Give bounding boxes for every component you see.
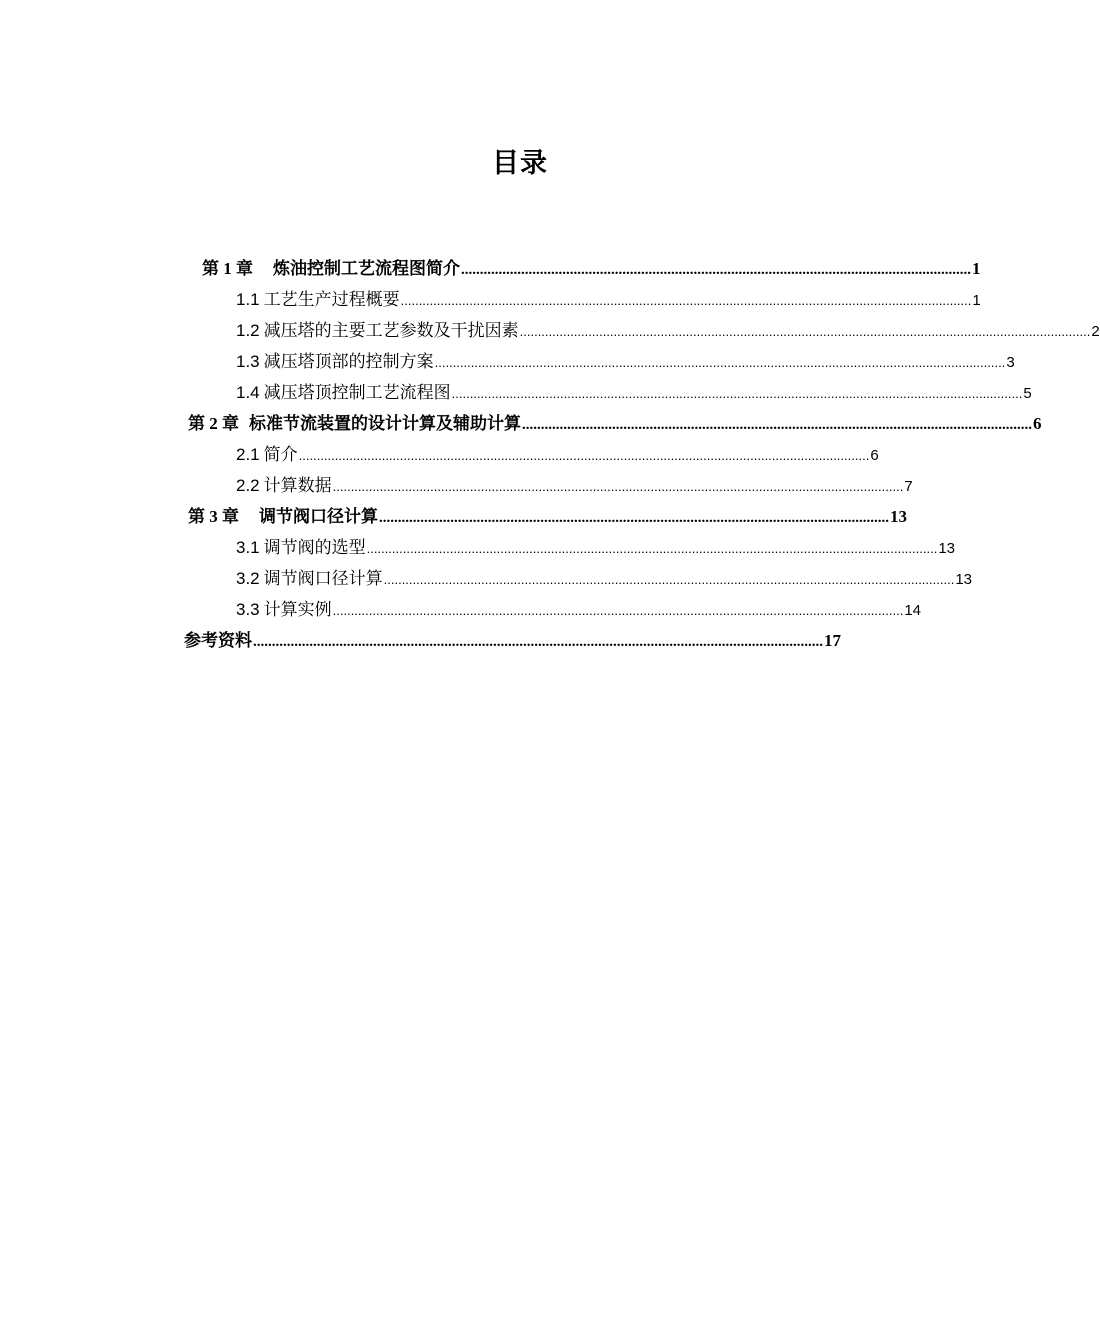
toc-entry-page: 13: [890, 507, 907, 526]
toc-entry-section-1-2[interactable]: [236, 315, 1100, 346]
toc-entry-number: 3.3: [236, 600, 260, 619]
toc-leader-dots: ..............................................................................................................................................................: [383, 572, 955, 587]
toc-entry-text: 调节阀口径计算: [263, 569, 383, 589]
toc-entry-page: 17: [824, 631, 841, 650]
toc-leader-dots: ..............................................................................................................................................................: [519, 324, 1091, 339]
toc-entry-text: 调节阀的选型: [263, 538, 366, 558]
toc-entry-number: 第 3 章: [188, 507, 239, 526]
toc-entry-page: 13: [938, 540, 955, 557]
toc-entry-number: 3.2: [236, 569, 260, 588]
toc-entry-text: 减压塔顶控制工艺流程图: [263, 383, 451, 403]
toc-entry-page: 14: [904, 602, 921, 619]
toc-leader-dots: ........................................................................................................................................: [522, 417, 1032, 433]
toc-entry-text: 减压塔顶部的控制方案: [263, 352, 434, 372]
toc-entry-text: 调节阀口径计算: [259, 507, 378, 527]
toc-leader-dots: ........................................................................................................................................: [379, 510, 889, 526]
toc-entry-chapter-3[interactable]: [188, 501, 907, 532]
toc-leader-dots: ..............................................................................................................................................................: [451, 386, 1023, 401]
toc-entry-number: 1.1: [236, 290, 260, 309]
toc-leader-dots: ........................................................................................................................................: [461, 262, 971, 278]
toc-entry-number: 2.2: [236, 476, 260, 495]
toc-title: 目录: [492, 148, 548, 179]
toc-entry-chapter-1[interactable]: [202, 253, 981, 284]
toc-entry-page: 6: [1033, 414, 1042, 433]
toc-entry-number: 3.1: [236, 538, 260, 557]
toc-entry-text: 计算实例: [263, 600, 332, 620]
toc-entry-number: 第 2 章: [188, 414, 239, 433]
toc-entry-page: 2: [1091, 323, 1100, 340]
toc-entry-section-2-1[interactable]: [236, 439, 879, 470]
toc-entry-page: 3: [1006, 354, 1015, 371]
toc-leader-dots: ..............................................................................................................................................................: [332, 479, 904, 494]
toc-entry-section-2-2[interactable]: [236, 470, 913, 501]
toc-entry-text: 参考资料: [184, 631, 252, 651]
toc-entry-page: 6: [870, 447, 879, 464]
toc-entry-page: 13: [955, 571, 972, 588]
toc-leader-dots: ..............................................................................................................................................................: [298, 448, 870, 463]
toc-entry-section-3-2[interactable]: [236, 563, 972, 594]
toc-entry-page: 5: [1023, 385, 1032, 402]
toc-entry-page: 7: [904, 478, 913, 495]
toc-entry-text: 标准节流装置的设计计算及辅助计算: [249, 414, 521, 434]
toc-entry-text: 简介: [263, 445, 298, 465]
toc-entry-text: 减压塔的主要工艺参数及干扰因素: [263, 321, 519, 341]
toc-leader-dots: ..............................................................................................................................................................: [332, 603, 904, 618]
toc-entry-chapter-2[interactable]: [188, 408, 1042, 439]
toc-entry-text: 工艺生产过程概要: [263, 290, 400, 310]
toc-entry-number: 1.4: [236, 383, 260, 402]
toc-entry-text: 计算数据: [263, 476, 332, 496]
toc-leader-dots: ........................................................................................................................................................: [253, 634, 823, 650]
toc-entry-section-1-1[interactable]: [236, 284, 981, 315]
toc-entry-number: 2.1: [236, 445, 260, 464]
toc-leader-dots: ..............................................................................................................................................................: [400, 293, 972, 308]
toc-entry-number: 1.3: [236, 352, 260, 371]
toc-entry-number: 第 1 章: [202, 259, 253, 278]
toc-leader-dots: ..............................................................................................................................................................: [434, 355, 1006, 370]
toc-entry-page: 1: [972, 292, 981, 309]
toc-entry-section-3-1[interactable]: [236, 532, 955, 563]
toc-entry-section-1-3[interactable]: [236, 346, 1015, 377]
toc-entry-page: 1: [972, 259, 981, 278]
toc-entry-section-3-3[interactable]: [236, 594, 921, 625]
toc-entry-number: 1.2: [236, 321, 260, 340]
toc-entry-references[interactable]: [184, 625, 841, 656]
toc-entry-text: 炼油控制工艺流程图简介: [273, 259, 460, 279]
toc-leader-dots: ..............................................................................................................................................................: [366, 541, 938, 556]
toc-entry-section-1-4[interactable]: [236, 377, 1032, 408]
